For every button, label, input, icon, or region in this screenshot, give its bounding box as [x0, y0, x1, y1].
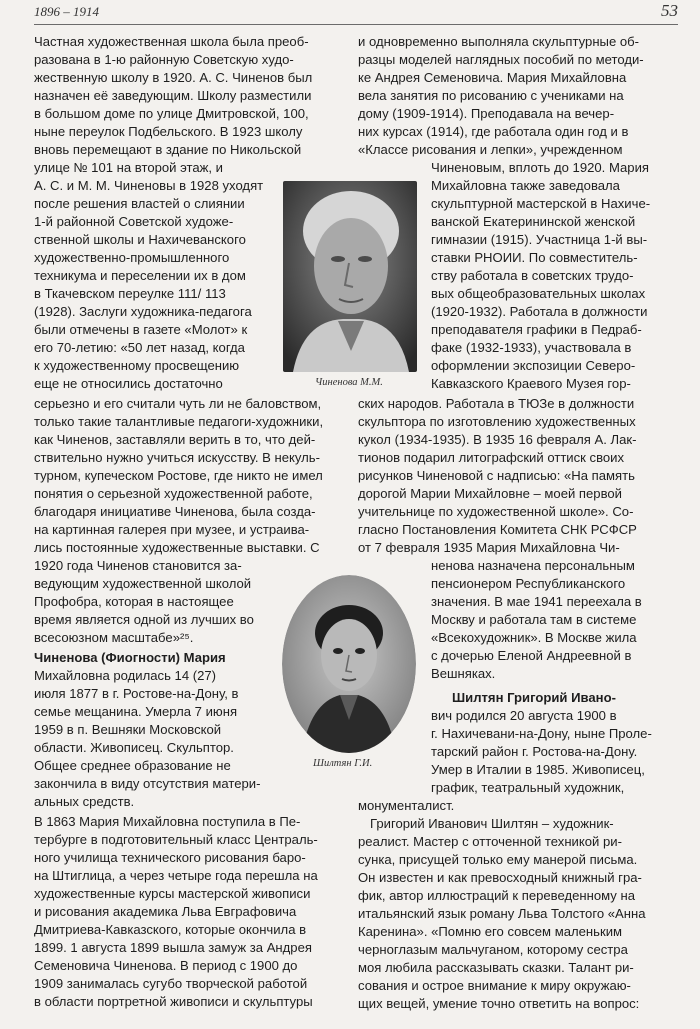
- text-line: монументалист.: [358, 798, 455, 813]
- text-line: только такие талантливые педагоги-художники,: [34, 414, 324, 429]
- text-line: оформлении экспозиции Северо-: [431, 358, 636, 373]
- text-line: лись постоянные художественные выставки. С: [34, 540, 320, 555]
- text-line: вич родился 20 августа 1900 в: [431, 708, 617, 723]
- text-line: ведующим художественной школой: [34, 576, 252, 591]
- text-line: Михайловна родилась 14 (27): [34, 668, 217, 683]
- text-line: учительнице по художественной школе». Со-: [358, 504, 634, 519]
- text-line: Умер в Италии в 1985. Живописец,: [431, 762, 645, 777]
- text-line: щих вещей, умение точно ответить на вопрос:: [358, 996, 640, 1011]
- text-line: моя любила рассказывать сказки. Талант ри-: [358, 960, 634, 975]
- text-line: на Штиглица, а через четыре года перешла на: [34, 868, 318, 883]
- text-line: ству работала в советских трудо-: [431, 268, 634, 283]
- text-line: г. Нахичевани-на-Дону, ныне Проле-: [431, 726, 652, 741]
- text-line: преподавателя графики в Педраб-: [431, 322, 642, 337]
- text-line: значения. В мае 1941 переехала в: [431, 594, 642, 609]
- text-line: были отмечены в газете «Молот» к: [34, 322, 248, 337]
- text-line: как Чиненов, заставляли верить в то, что дей-: [34, 432, 316, 447]
- portrait-photo-shiltyan: [282, 575, 416, 753]
- text-line: фик, автор иллюстраций к переведенному на: [358, 888, 636, 903]
- entry-heading: Чиненова (Фиогности) Мария: [34, 650, 226, 665]
- text-line: вновь перемещают в здание по Никольской: [34, 142, 302, 157]
- text-line: художественные курсы мастерской живописи: [34, 886, 311, 901]
- text-line: Москву и работала там в системе: [431, 612, 637, 627]
- text-line: 1909 занималась сугубо творческой работой: [34, 976, 308, 991]
- text-line: к художественному просвещению: [34, 358, 240, 373]
- text-line: после решения властей о слиянии: [34, 196, 245, 211]
- text-line: области. Живописец. Скульптор.: [34, 740, 234, 755]
- text-line: сунка, присущей только ему манерой письма.: [358, 852, 638, 867]
- text-line: от 7 февраля 1935 Мария Михайловна Чи-: [358, 540, 620, 555]
- text-line: и одновременно выполняла скульптурные об-: [358, 34, 640, 49]
- text-line: 1920 года Чиненов становится за-: [34, 558, 242, 573]
- text-line: турном, купеческом Ростове, где никто не имел: [34, 468, 323, 483]
- text-line: техникума и переселении их в дом: [34, 268, 246, 283]
- text-line: и рисования академика Льва Евграфовича: [34, 904, 297, 919]
- text-line: ственной школы и Нахичеванского: [34, 232, 246, 247]
- text-line: альных средств.: [34, 794, 135, 809]
- text-line: июля 1877 в г. Ростове-на-Дону, в: [34, 686, 239, 701]
- entry-heading: Шилтян Григорий Ивано-: [452, 690, 616, 705]
- text-line: Каренина». «Помню его совсем маленьким: [358, 924, 623, 939]
- photo-caption: Чиненова М.М.: [315, 377, 383, 388]
- text-line: А. С. и М. М. Чиненовы в 1928 уходят: [34, 178, 264, 193]
- text-line: на картинная галерея при музее, и устраива-: [34, 522, 310, 537]
- text-line: график, театральный художник,: [431, 780, 625, 795]
- text-line: 1-й районной Советской художе-: [34, 214, 234, 229]
- text-line: вых общеобразовательных школах: [431, 286, 646, 301]
- text-line: дому (1909-1914). Преподавала на вечер-: [358, 106, 615, 121]
- text-line: кукол (1934-1935). В 1935 16 февраля А. Лак-: [358, 432, 637, 447]
- text-line: разцы моделей наглядных пособий по методи-: [358, 52, 644, 67]
- text-line: семье мещанина. Умерла 7 июня: [34, 704, 238, 719]
- text-line: рисунков Чиненовой с надписью: «На память: [358, 468, 635, 483]
- text-line: его 70-летию: «50 лет назад, когда: [34, 340, 245, 355]
- text-line: Профобра, которая в настоящее: [34, 594, 234, 609]
- text-line: 1959 в п. Вешняки Московской: [34, 722, 222, 737]
- text-line: ке Андрея Семеновича. Мария Михайловна: [358, 70, 627, 85]
- text-line: в большом доме по улице Дмитровской, 100,: [34, 106, 309, 121]
- text-line: Кавказского Краевого Музея гор-: [431, 376, 631, 391]
- text-line: Вешняках.: [431, 666, 496, 681]
- text-line: художественно-промышленного: [34, 250, 230, 265]
- photo-caption: Шилтян Г.И.: [313, 758, 373, 769]
- text-line: факе (1932-1933), участвовала в: [431, 340, 632, 355]
- text-line: 1899. 1 августа 1899 вышла замуж за Андрея: [34, 940, 312, 955]
- text-line: скульптурной мастерской в Нахиче-: [431, 196, 651, 211]
- text-line: гласно Постановления Комитета СНК РСФСР: [358, 522, 637, 537]
- text-line: скульптора по изготовлению художественных: [358, 414, 636, 429]
- text-line: Чиненовым, вплоть до 1920. Мария: [431, 160, 649, 175]
- text-line: «Классе рисования и лепки», учрежденном: [358, 142, 623, 157]
- text-line: ских народов. Работала в ТЮЗе в должности: [358, 396, 635, 411]
- text-line: благодаря инициативе Чиненова, была созда-: [34, 504, 316, 519]
- portrait-photo-chinenova: [283, 181, 417, 372]
- text-line: дорогой Марии Михайловне – моей первой: [358, 486, 622, 501]
- text-line: гимназии (1915). Участница 1-й вы-: [431, 232, 648, 247]
- text-line: них курсах (1914), где работала один год и в: [358, 124, 629, 139]
- text-line: ного училища технического рисования баро-: [34, 850, 306, 865]
- text-line: в Ткачевском переулке 111/ 113: [34, 286, 226, 301]
- text-line: (1920-1932). Работала в должности: [431, 304, 648, 319]
- text-line: ставки РНОИИ. По совместитель-: [431, 250, 638, 265]
- text-line: еще не относились достаточно: [34, 376, 223, 391]
- text-line: ненова назначена персональным: [431, 558, 635, 573]
- page-number: 53: [661, 1, 678, 20]
- text-line: Григорий Иванович Шилтян – художник-: [370, 816, 614, 831]
- text-line: ныне переулок Подбельского. В 1923 школу: [34, 124, 303, 139]
- text-line: пенсионером Республиканского: [431, 576, 626, 591]
- text-line: Семеновича Чиненова. В период с 1900 до: [34, 958, 298, 973]
- text-line: Общее среднее образование не: [34, 758, 231, 773]
- text-line: ствительно нужно учиться искусству. В некуль-: [34, 450, 320, 465]
- text-line: тербурге в подготовительный класс Централь-: [34, 832, 318, 847]
- text-line: тарский район г. Ростова-на-Дону.: [431, 744, 638, 759]
- text-line: Он известен и как превосходный книжный гра-: [358, 870, 642, 885]
- text-line: жественную школу в 1920. А. С. Чиненов был: [34, 70, 313, 85]
- text-line: разована в 1-ю районную Советскую худо-: [34, 52, 294, 67]
- text-line: Дмитриева-Кавказского, которые окончила в: [34, 922, 307, 937]
- text-line: сования и острое внимание к миру окружаю-: [358, 978, 631, 993]
- text-line: ванской Екатерининской женской: [431, 214, 636, 229]
- text-line: закончила в виду отсутствия матери-: [34, 776, 261, 791]
- text-line: понятия о серьезной художественной работе,: [34, 486, 313, 501]
- text-line: реалист. Мастер с отточенной техникой ри-: [358, 834, 622, 849]
- running-header: [34, 0, 678, 25]
- text-line: вела занятия по рисованию с учениками на: [358, 88, 624, 103]
- text-line: итальянский язык роману Льва Толстого «Анна: [358, 906, 646, 921]
- text-line: черноглазым мальчуганом, которому сестра: [358, 942, 628, 957]
- text-line: (1928). Заслуги художника-педагога: [34, 304, 252, 319]
- text-line: В 1863 Мария Михайловна поступила в Пе-: [34, 814, 301, 829]
- text-line: тионов подарил литографский оттиск своих: [358, 450, 625, 465]
- text-line: «Всекохудожник». В Москве жила: [431, 630, 637, 645]
- text-line: назначен её заведующим. Школу разместили: [34, 88, 312, 103]
- text-line: серьезно и его считали чуть ли не баловством,: [34, 396, 322, 411]
- text-line: в области портретной живописи и скульптуры: [34, 994, 313, 1009]
- text-line: Михайловна также заведовала: [431, 178, 620, 193]
- text-line: всесоюзном масштабе»²⁵.: [34, 630, 194, 645]
- text-line: Частная художественная школа была преоб-: [34, 34, 309, 49]
- header-year-range: 1896 – 1914: [34, 4, 99, 19]
- text-line: время является одной из лучших во: [34, 612, 254, 627]
- portrait-image: [283, 181, 417, 372]
- text-line: с дочерью Еленой Андреевной в: [431, 648, 632, 663]
- text-line: улице № 101 на второй этаж, и: [34, 160, 223, 175]
- portrait-image: [282, 575, 416, 753]
